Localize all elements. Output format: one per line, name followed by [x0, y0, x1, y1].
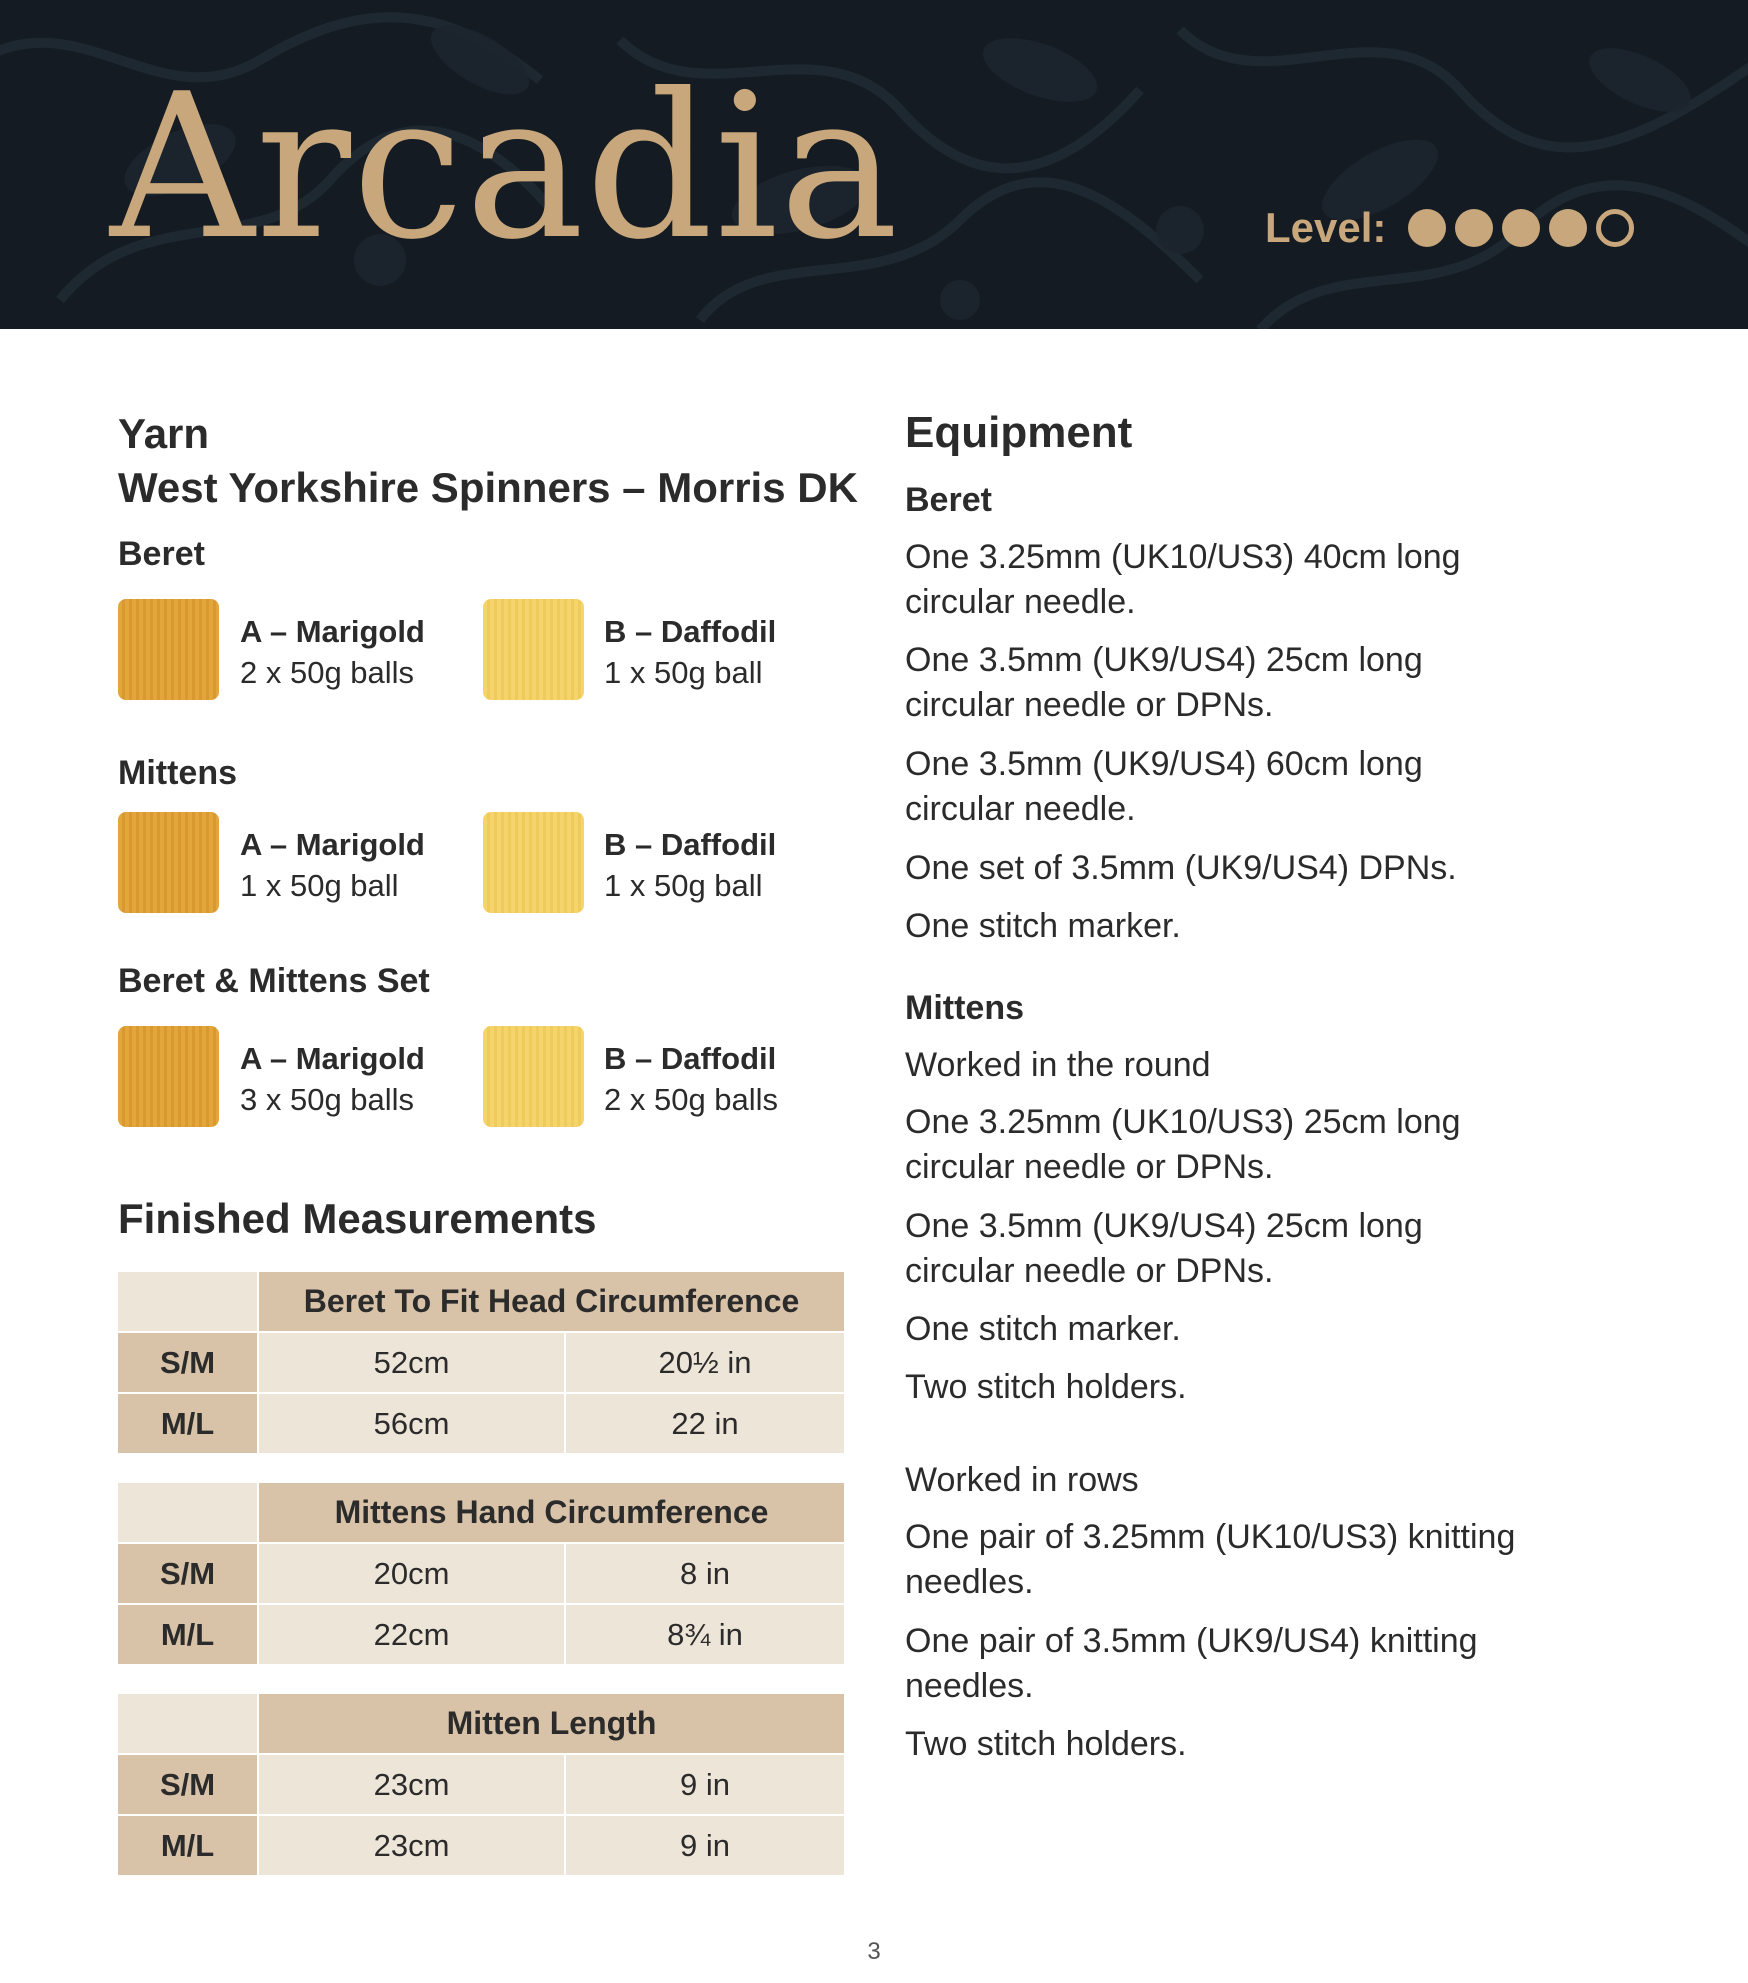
table-corner: [118, 1483, 257, 1542]
yarn-item-name: B – Daffodil: [604, 1041, 777, 1076]
level-dot-filled-icon: [1502, 209, 1540, 247]
equipment-item: Two stitch holders.: [905, 1725, 1187, 1763]
yarn-group-title: Beret & Mittens Set: [118, 962, 430, 1000]
equipment-item: One 3.25mm (UK10/US3) 25cm long circular needle or DPNs.: [905, 1103, 1461, 1186]
table-row: [118, 1755, 844, 1814]
daffodil-swatch: [483, 1026, 584, 1127]
page-number: 3: [867, 1938, 881, 1965]
table-corner: [118, 1272, 257, 1331]
in-cell: 9 in: [566, 1755, 844, 1814]
table-row: [118, 1544, 844, 1603]
in-cell: 22 in: [566, 1394, 844, 1453]
mitten-length-table: [118, 1694, 844, 1875]
table-header: Beret To Fit Head Circumference: [259, 1272, 844, 1331]
yarn-item-qty: 1 x 50g ball: [604, 868, 763, 903]
table-row: [118, 1394, 844, 1453]
equipment-item: One 3.25mm (UK10/US3) 40cm long circular needle.: [905, 538, 1461, 621]
equipment-round-title: Worked in the round: [905, 1046, 1211, 1084]
marigold-swatch: [118, 1026, 219, 1127]
cm-cell: 23cm: [259, 1816, 564, 1875]
size-cell: M/L: [118, 1394, 257, 1453]
equipment-item: One 3.5mm (UK9/US4) 60cm long circular needle.: [905, 745, 1423, 828]
table-corner: [118, 1694, 257, 1753]
cm-cell: 56cm: [259, 1394, 564, 1453]
yarn-item-qty: 1 x 50g ball: [240, 868, 399, 903]
size-cell: S/M: [118, 1755, 257, 1814]
yarn-group-title: Beret: [118, 535, 205, 573]
mittens-circumference-table: [118, 1483, 844, 1664]
equipment-item: One 3.5mm (UK9/US4) 25cm long circular needle or DPNs.: [905, 641, 1423, 724]
marigold-swatch: [118, 812, 219, 913]
cm-cell: 20cm: [259, 1544, 564, 1603]
beret-measurements-table: [118, 1272, 844, 1453]
in-cell: 8¾ in: [566, 1605, 844, 1664]
level-dot-filled-icon: [1549, 209, 1587, 247]
pattern-title: Arcadia: [110, 51, 900, 284]
equipment-item: One stitch marker.: [905, 1310, 1181, 1348]
table-row: [118, 1333, 844, 1392]
in-cell: 8 in: [566, 1544, 844, 1603]
yarn-item-name: A – Marigold: [240, 614, 425, 649]
size-cell: S/M: [118, 1544, 257, 1603]
equipment-heading: Equipment: [905, 408, 1133, 457]
cm-cell: 23cm: [259, 1755, 564, 1814]
header-banner: [0, 0, 1748, 329]
yarn-item-qty: 2 x 50g balls: [240, 655, 415, 690]
level-label: Level:: [1265, 204, 1387, 251]
equipment-beret-title: Beret: [905, 481, 992, 519]
equipment-rows-title: Worked in rows: [905, 1461, 1139, 1499]
level-dot-empty-icon: [1596, 209, 1634, 247]
marigold-swatch: [118, 599, 219, 700]
table-row: [118, 1605, 844, 1664]
equipment-item: One 3.5mm (UK9/US4) 25cm long circular needle or DPNs.: [905, 1207, 1423, 1290]
yarn-heading: Yarn: [118, 410, 210, 457]
yarn-item-name: B – Daffodil: [604, 614, 777, 649]
yarn-item-name: B – Daffodil: [604, 827, 777, 862]
table-header: Mittens Hand Circumference: [259, 1483, 844, 1542]
daffodil-swatch: [483, 599, 584, 700]
cm-cell: 22cm: [259, 1605, 564, 1664]
yarn-item-name: A – Marigold: [240, 1041, 425, 1076]
table-row: [118, 1816, 844, 1875]
equipment-item: One pair of 3.5mm (UK9/US4) knitting needles.: [905, 1622, 1478, 1705]
yarn-item-name: A – Marigold: [240, 827, 425, 862]
level-dot-filled-icon: [1408, 209, 1446, 247]
cm-cell: 52cm: [259, 1333, 564, 1392]
measurements-heading: Finished Measurements: [118, 1195, 597, 1242]
level-dot-filled-icon: [1455, 209, 1493, 247]
in-cell: 20½ in: [566, 1333, 844, 1392]
size-cell: M/L: [118, 1816, 257, 1875]
equipment-item: One stitch marker.: [905, 907, 1181, 945]
equipment-item: One pair of 3.25mm (UK10/US3) knitting needles.: [905, 1518, 1516, 1601]
table-header: Mitten Length: [259, 1694, 844, 1753]
yarn-item-qty: 1 x 50g ball: [604, 655, 763, 690]
in-cell: 9 in: [566, 1816, 844, 1875]
yarn-group-title: Mittens: [118, 754, 237, 792]
size-cell: S/M: [118, 1333, 257, 1392]
equipment-mittens-title: Mittens: [905, 989, 1024, 1027]
daffodil-swatch: [483, 812, 584, 913]
difficulty-level: [1265, 202, 1643, 254]
equipment-item: Two stitch holders.: [905, 1368, 1187, 1406]
yarn-item-qty: 2 x 50g balls: [604, 1082, 779, 1117]
yarn-item-qty: 3 x 50g balls: [240, 1082, 415, 1117]
yarn-brand: West Yorkshire Spinners – Morris DK: [118, 464, 858, 511]
size-cell: M/L: [118, 1605, 257, 1664]
equipment-item: One set of 3.5mm (UK9/US4) DPNs.: [905, 849, 1457, 887]
